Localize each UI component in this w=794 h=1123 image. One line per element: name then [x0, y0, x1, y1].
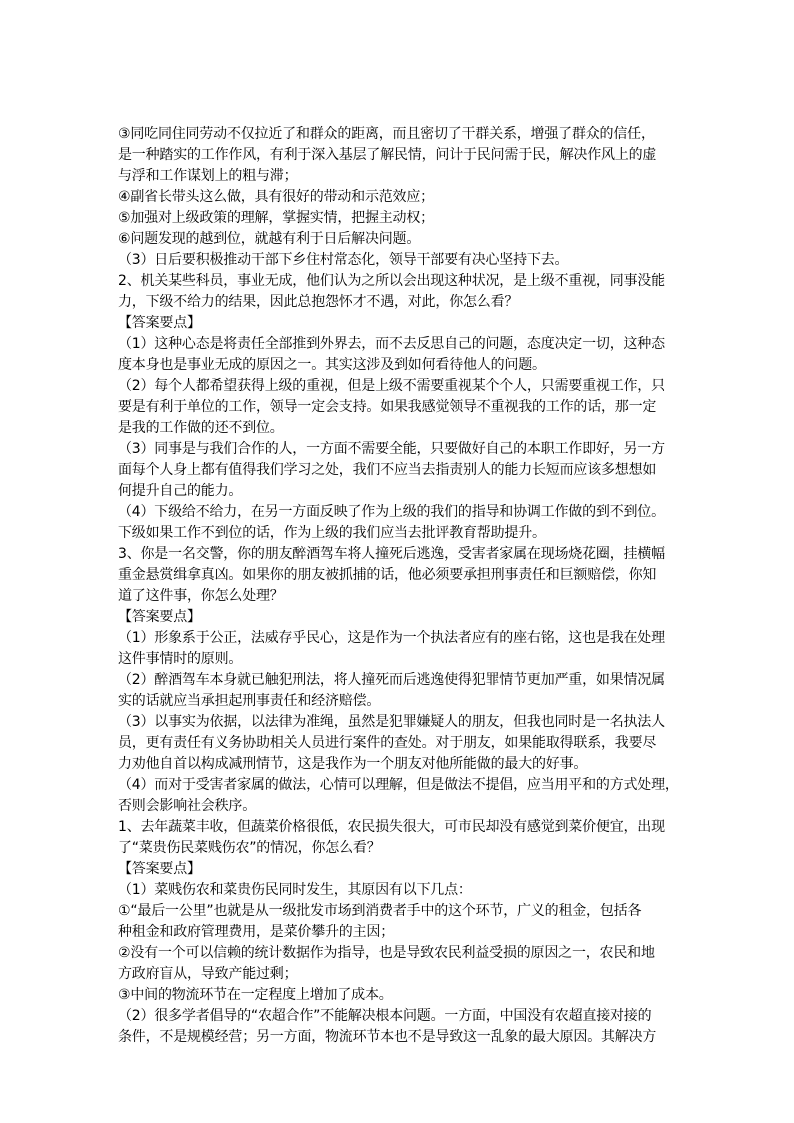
text-line: （3）日后要积极推动干部下乡住村常态化，领导干部要有决心坚持下去。: [118, 252, 569, 268]
text-line: 2、机关某些科员，事业无成，他们认为之所以会出现这种状况，是上级不重视，同事没能: [118, 273, 665, 289]
text-line: 度本身也是事业无成的原因之一。其实这涉及到如何看待他人的问题。: [118, 357, 546, 373]
text-line: 【答案要点】: [118, 861, 201, 877]
text-line: 方政府盲从，导致产能过剩；: [118, 966, 298, 982]
text-line: 重金悬赏缉拿真凶。如果你的朋友被抓捕的话，他必须要承担刑事责任和巨额赔偿，你知: [118, 567, 657, 583]
text-line: 何提升自己的能力。: [118, 483, 243, 499]
text-line: （1）菜贱伤农和菜贵伤民同时发生，其原因有以下几点：: [118, 882, 472, 898]
text-line: 力劝他自首以构成减刑情节，这是我作为一个朋友对他所能做的最大的好事。: [118, 756, 588, 772]
text-line: ③同吃同住同劳动不仅拉近了和群众的距离，而且密切了干群关系，增强了群众的信任，: [118, 126, 655, 142]
text-line: 员，更有责任有义务协助相关人员进行案件的查处。对于朋友，如果能取得联系，我要尽: [118, 735, 657, 751]
text-line: ①“最后一公里”也就是从一级批发市场到消费者手中的这个环节，广义的租金，包括各: [118, 903, 642, 919]
text-line: 下级如果工作不到位的话，作为上级的我们应当去批评教育帮助提升。: [118, 525, 546, 541]
text-line: （2）醉酒驾车本身就已触犯刑法，将人撞死而后逃逸使得犯罪情节更加严重，如果情况属: [118, 672, 665, 688]
text-line: 要是有利于单位的工作，领导一定会支持。如果我感觉领导不重视我的工作的话，那一定: [118, 399, 657, 415]
text-line: 【答案要点】: [118, 315, 201, 331]
text-line: 力，下级不给力的结果，因此总抱怨怀才不遇，对此，你怎么看？: [118, 294, 519, 310]
text-line: 否则会影响社会秩序。: [118, 798, 256, 814]
text-line: （3）同事是与我们合作的人，一方面不需要全能，只要做好自己的本职工作即好，另一方: [118, 441, 665, 457]
text-line: ⑤加强对上级政策的理解，掌握实情，把握主动权；: [118, 210, 434, 226]
text-line: 与浮和工作谋划上的粗与滞；: [118, 168, 298, 184]
text-line: （2）每个人都希望获得上级的重视，但是上级不需要重视某个个人，只需要重视工作，只: [118, 378, 665, 394]
text-line: 1、去年蔬菜丰收，但蔬菜价格很低，农民损失很大，可市民却没有感觉到菜价便宜，出现: [118, 819, 665, 835]
text-line: 【答案要点】: [118, 609, 201, 625]
text-line: ③中间的物流环节在一定程度上增加了成本。: [118, 987, 393, 1003]
text-line: 是一种踏实的工作作风，有利于深入基层了解民情，问计于民问需于民，解决作风上的虚: [118, 147, 657, 163]
text-line: （1）形象系于公正，法威存乎民心，这是作为一个执法者应有的座右铭，这也是我在处理: [118, 630, 665, 646]
text-line: （3）以事实为依据，以法律为准绳，虽然是犯罪嫌疑人的朋友，但我也同时是一名执法人: [118, 714, 665, 730]
text-line: 了“菜贵伤民菜贱伤农”的情况，你怎么看？: [118, 840, 381, 856]
text-line: 这件事情时的原则。: [118, 651, 243, 667]
text-line: （4）而对于受害者家属的做法，心情可以理解，但是做法不提倡，应当用平和的方式处理，: [118, 777, 679, 793]
text-line: （1）这种心态是将责任全部推到外界去，而不去反思自己的问题，态度决定一切，这种态: [118, 336, 665, 352]
text-line: 种租金和政府管理费用，是菜价攀升的主因；: [118, 924, 394, 940]
text-line: 实的话就应当承担起刑事责任和经济赔偿。: [118, 693, 381, 709]
document-page: [118, 124, 683, 1048]
text-line: （2）很多学者倡导的“农超合作”不能解决根本问题。一方面，中国没有农超直接对接的: [118, 1008, 652, 1024]
text-line: 3、你是一名交警，你的朋友醉酒驾车将人撞死后逃逸，受害者家属在现场烧花圈，挂横幅: [118, 546, 665, 562]
text-line: ⑥问题发现的越到位，就越有利于日后解决问题。: [118, 231, 421, 247]
text-line: 条件，不是规模经营；另一方面，物流环节本也不是导致这一乱象的最大原因。其解决方: [118, 1029, 657, 1045]
text-line: ②没有一个可以信赖的统计数据作为指导，也是导致农民利益受损的原因之一，农民和地: [118, 945, 655, 961]
text-line: 是我的工作做的还不到位。: [118, 420, 284, 436]
text-line: 道了这件事，你怎么处理？: [118, 588, 284, 604]
text-line: ④副省长带头这么做，具有很好的带动和示范效应；: [118, 189, 434, 205]
text-line: 面每个人身上都有值得我们学习之处，我们不应当去指责别人的能力长短而应该多想想如: [118, 462, 657, 478]
text-line: （4）下级给不给力，在另一方面反映了作为上级的我们的指导和协调工作做的到不到位。: [118, 504, 665, 520]
